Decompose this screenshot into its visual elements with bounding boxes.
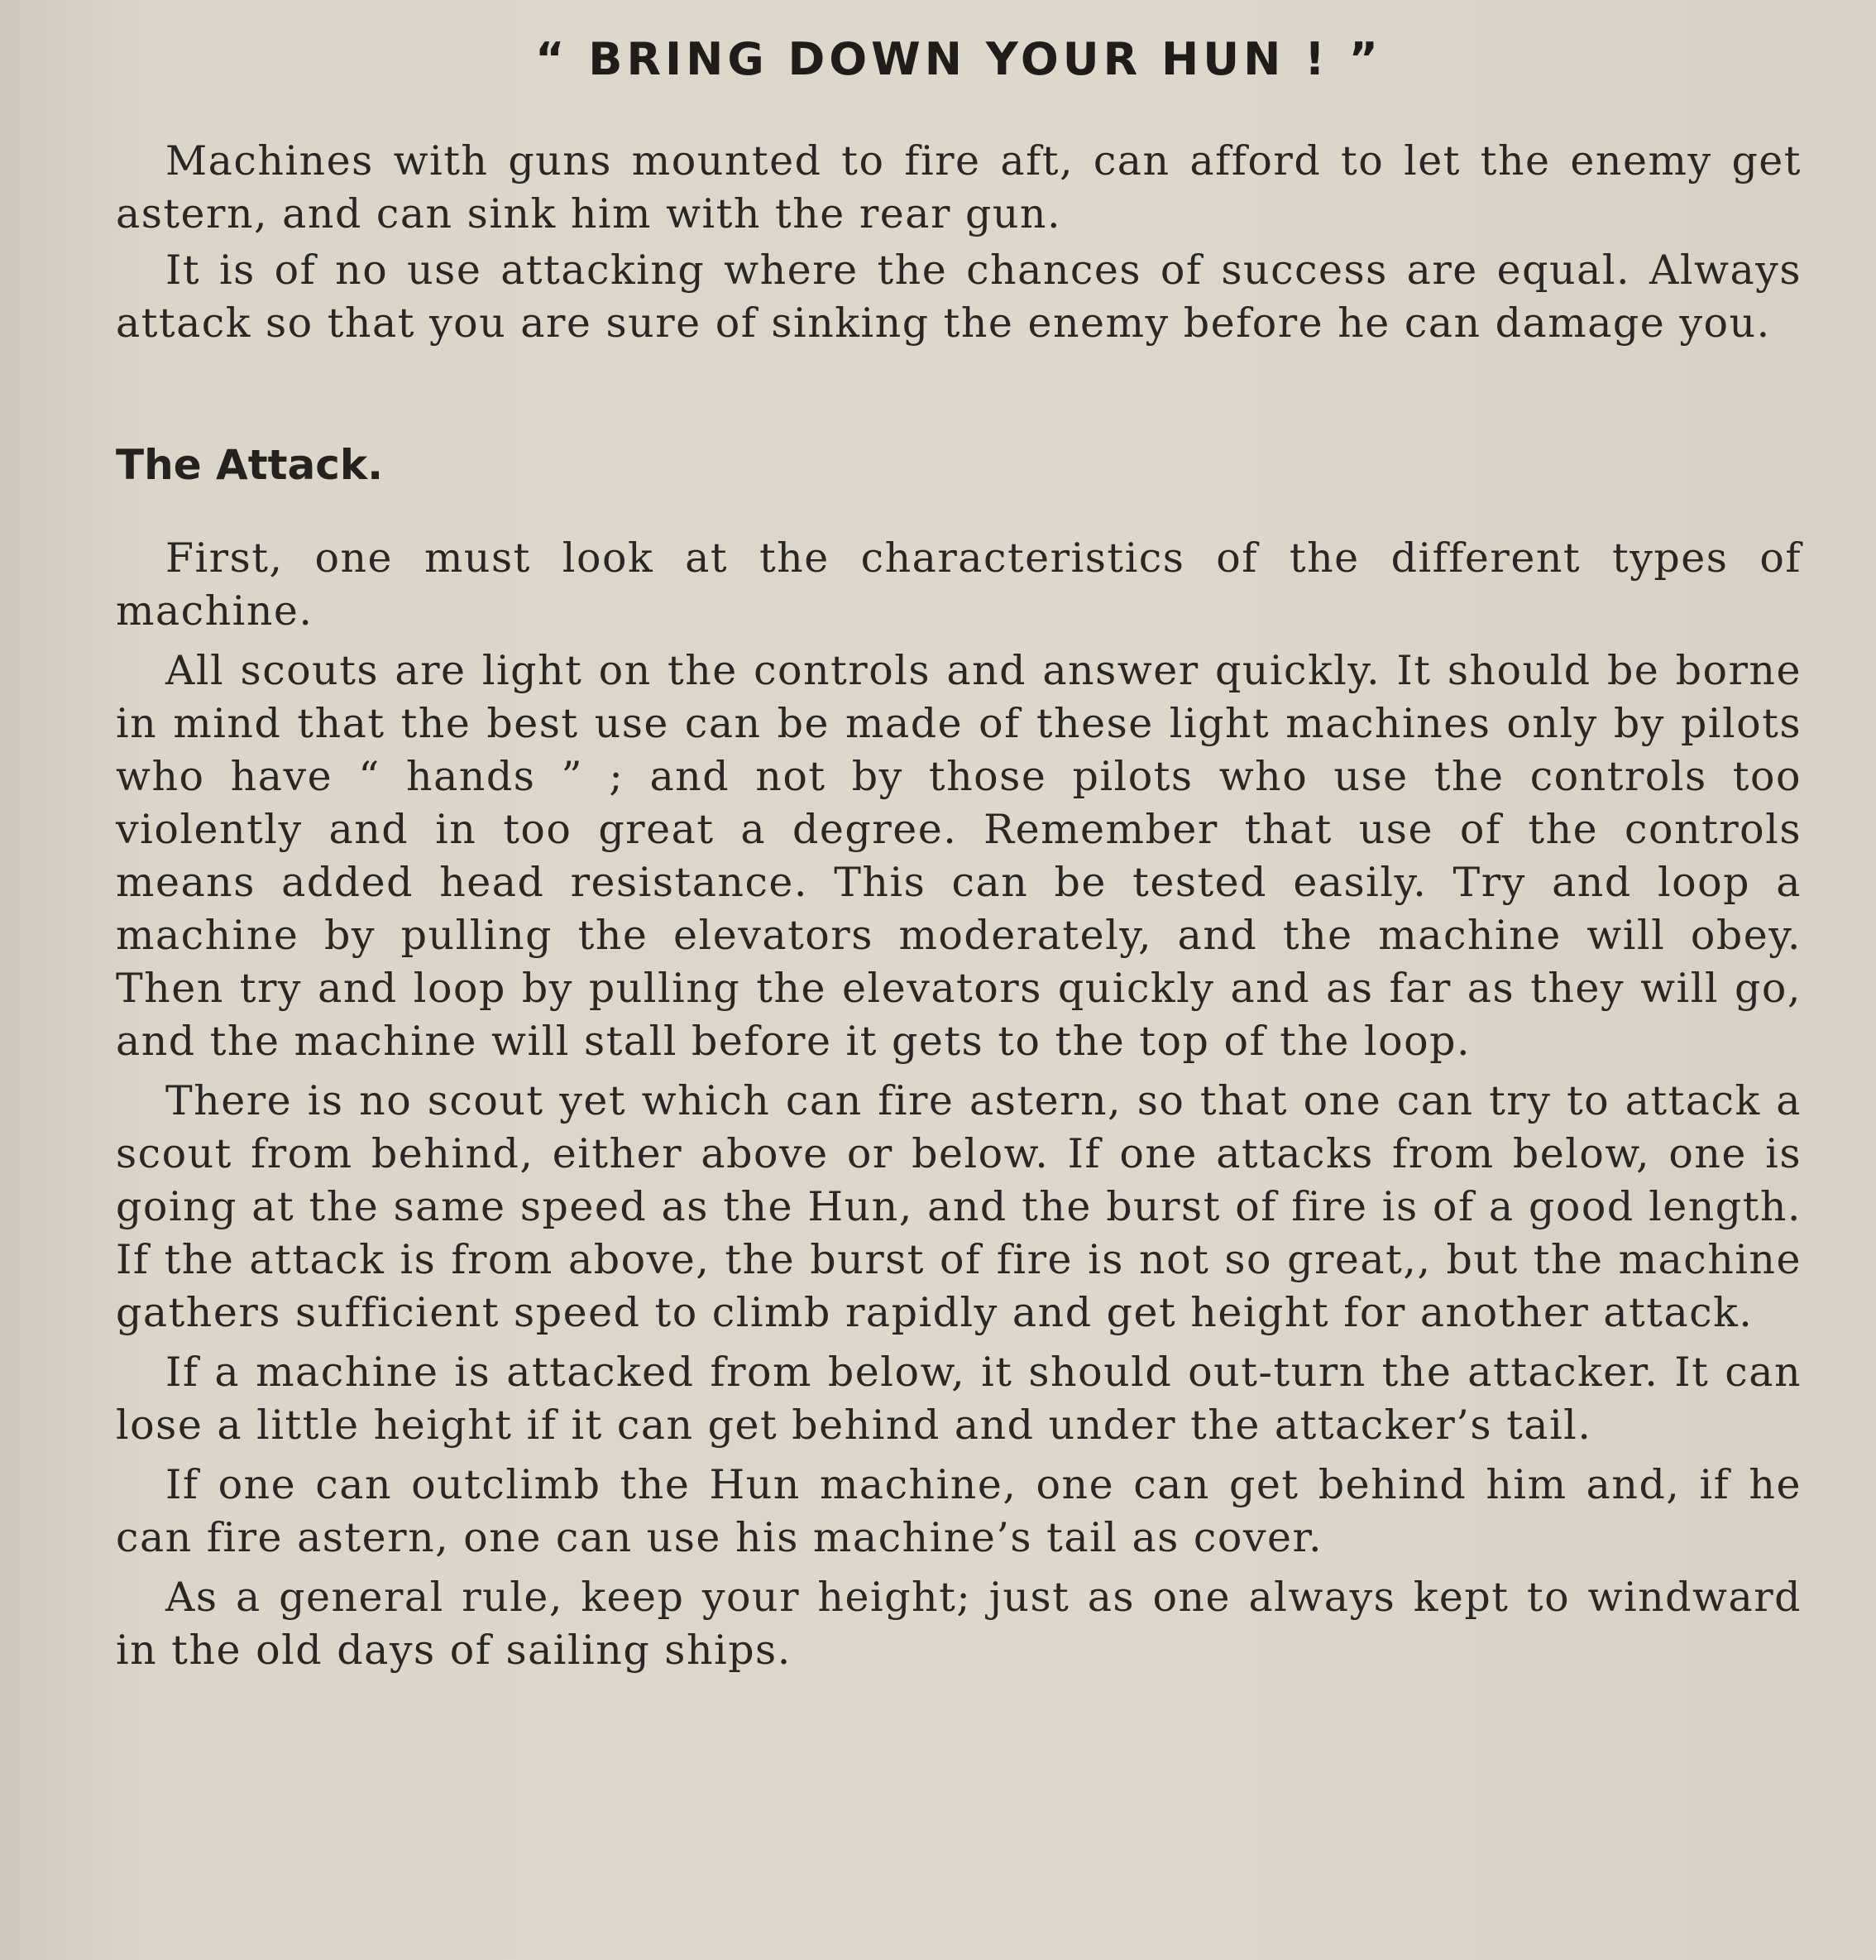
body-paragraph: If one can outclimb the Hun machine, one can get behind him and, if he can fire astern, one can use his machine’s tail as cover. (116, 1461, 1802, 1561)
intro-paragraph: It is of no use attacking where the chances of success are equal. Always attack so that you are sure of sinking the enemy before he can damage you. (116, 247, 1802, 347)
section-body (116, 532, 1802, 1677)
intro-text (116, 135, 1802, 350)
running-head: “ BRING DOWN YOUR HUN ! ” (535, 33, 1382, 85)
body-paragraph: As a general rule, keep your height; just as one always kept to windward in the old days of sailing ships. (116, 1574, 1802, 1674)
body-paragraph: All scouts are light on the controls and answer quickly. It should be borne in mind that the best use can be made of these light machines only by pilots who have “ hands ” ; and not by those pilots who use the controls too violently and in too great a degree. Remember that use of the controls means added head resistance. This can be tested easily. Try and loop a machine by pulling the elevators moderately, and the machine will obey. Then try and loop by pulling the elevators quickly and as far as they will go, and the machine will stall before it gets to the top of the loop. (116, 647, 1802, 1065)
body-paragraph: First, one must look at the characteristics of the different types of machine. (116, 534, 1802, 635)
intro-paragraph: Machines with guns mounted to fire aft, can afford to let the enemy get astern, and can sink him with the rear gun. (116, 137, 1802, 237)
section-title: The Attack. (116, 441, 384, 489)
body-paragraph: There is no scout yet which can fire astern, so that one can try to attack a scout from behind, either above or below. If one attacks from below, one is going at the same speed as the Hun, and the burst of fire is of a good length. If the attack is from above, the burst of fire is not so great,, but the machine gathers sufficient speed to climb rapidly and get height for another attack. (116, 1077, 1802, 1336)
body-paragraph: If a machine is attacked from below, it should out-turn the attacker. It can lose a little height if it can get behind and under the attacker’s tail. (116, 1349, 1802, 1449)
